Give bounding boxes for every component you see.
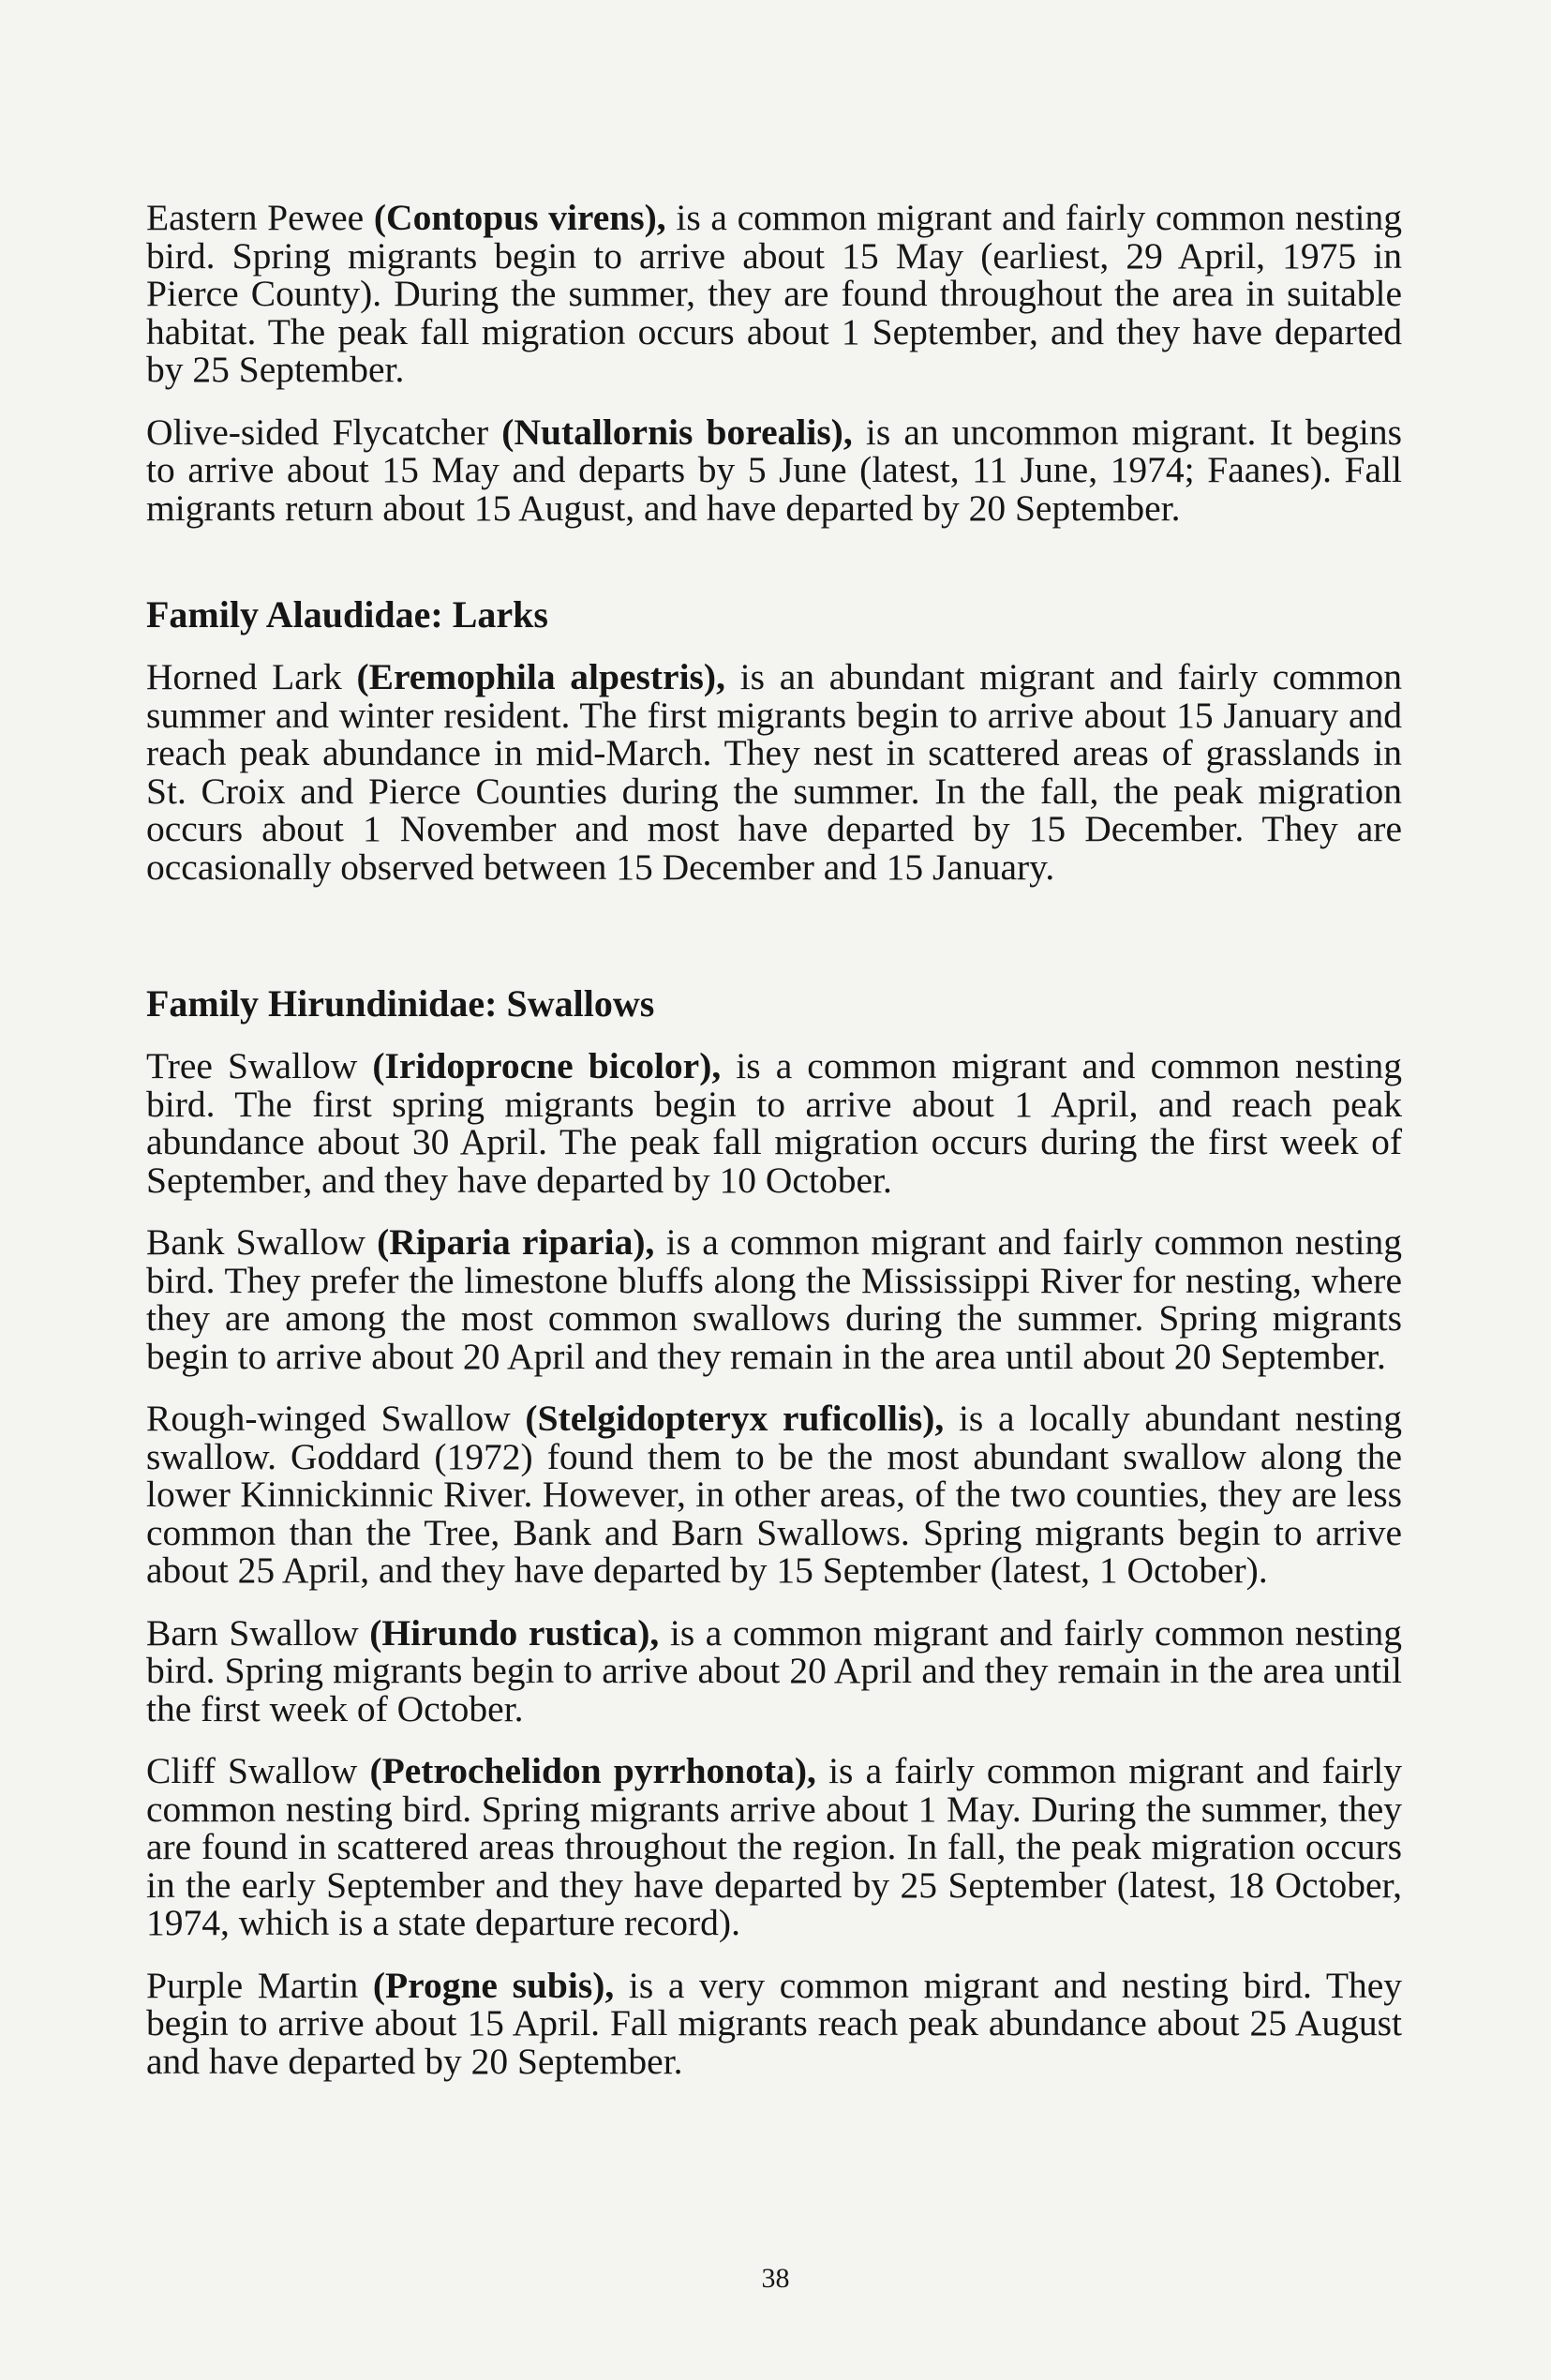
- species-description: is a locally abundant nesting swallow. Goddard (1972) found them to be the most abundant swallow along the lower Kinnickinnic River. However, in other areas, of the two counties, they are less common than the Tree, Bank and Barn Swallows. Spring migrants begin to arrive about 25 April, and they have departed by 15 September (latest, 1 October).: [146, 1398, 1402, 1591]
- species-entry-eastern-pewee: [146, 199, 1402, 389]
- species-scientific-name: (Progne subis),: [372, 1964, 615, 2006]
- page-content: [146, 199, 1402, 2080]
- species-entry-olive-sided-flycatcher: [146, 413, 1402, 528]
- species-description: is a common migrant and fairly common nesting bird. They prefer the limestone bluffs along the Mississippi River for nesting, where they are among the most common swallows during the summer. Spring migrants begin to arrive about 20 April and they remain in the area until about 20 September.: [146, 1221, 1402, 1377]
- species-description: is an uncommon migrant. It begins to arrive about 15 May and departs by 5 June (latest, 11 June, 1974; Faanes). Fall migrants return about 15 August, and have departed by 20 September.: [146, 411, 1402, 529]
- family-section-hirundinidae: [146, 983, 1402, 2080]
- species-common-name: Cliff Swallow: [146, 1750, 370, 1791]
- species-common-name: Barn Swallow: [146, 1611, 370, 1654]
- species-common-name: Horned Lark: [146, 656, 357, 697]
- species-description: is a common migrant and fairly common nesting bird. Spring migrants begin to arrive about 20 April and they remain in the area until the first week of October.: [146, 1611, 1402, 1729]
- species-entry-horned-lark: [146, 658, 1402, 886]
- species-scientific-name: (Hirundo rustica),: [369, 1611, 660, 1654]
- species-common-name: Rough-winged Swallow: [146, 1398, 526, 1439]
- species-entry-purple-martin: [146, 1964, 1402, 2082]
- species-common-name: Bank Swallow: [146, 1221, 378, 1263]
- intro-entries: [146, 199, 1402, 527]
- species-description: is a fairly common migrant and fairly common nesting bird. Spring migrants arrive about 1 May. During the summer, they are found in scattered areas throughout the region. In fall, the peak migration occurs in the early September and they have departed by 25 September (latest, 18 October, 1974, which is a state departure record).: [146, 1750, 1403, 1943]
- family-section-alaudidae: [146, 594, 1402, 886]
- species-common-name: Purple Martin: [146, 1964, 373, 2006]
- species-scientific-name: (Iridoprocne bicolor),: [372, 1045, 722, 1086]
- species-description: is a common migrant and common nesting bird. The first spring migrants begin to arrive about 1 April, and reach peak abundance about 30 April. The peak fall migration occurs during the first week of September, and they have departed by 10 October.: [146, 1045, 1402, 1201]
- species-scientific-name: (Stelgidopteryx ruficollis),: [525, 1398, 945, 1439]
- species-entry-bank-swallow: [146, 1223, 1402, 1375]
- species-scientific-name: (Contopus virens),: [373, 197, 666, 238]
- species-description: is a very common migrant and nesting bird. They begin to arrive about 15 April. Fall migrants reach peak abundance about 25 August and have departed by 20 September.: [146, 1964, 1402, 2082]
- species-scientific-name: (Nutallornis borealis),: [501, 411, 853, 453]
- page-number: 38: [761, 2263, 790, 2294]
- species-entry-tree-swallow: [146, 1047, 1402, 1199]
- species-common-name: Eastern Pewee: [146, 197, 374, 238]
- species-description: is an abundant migrant and fairly common summer and winter resident. The first migrants begin to arrive about 15 January and reach peak abundance in mid-March. They nest in scattered areas of grasslands in St. Croix and Pierce Counties during the summer. In the fall, the peak migration occurs about 1 November and most have departed by 15 December. They are occasionally observed between 15 December and 15 January.: [146, 656, 1403, 888]
- species-common-name: Tree Swallow: [146, 1045, 373, 1086]
- family-heading-alaudidae: Family Alaudidae: Larks: [146, 593, 548, 636]
- species-scientific-name: (Riparia riparia),: [377, 1221, 655, 1263]
- species-entry-rough-winged-swallow: [146, 1400, 1402, 1590]
- species-scientific-name: (Petrochelidon pyrrhonota),: [369, 1750, 816, 1791]
- species-entry-cliff-swallow: [146, 1752, 1402, 1942]
- species-common-name: Olive-sided Flycatcher: [146, 411, 502, 453]
- species-entry-barn-swallow: [146, 1611, 1402, 1729]
- species-scientific-name: (Eremophila alpestris),: [356, 656, 725, 697]
- family-heading-hirundinidae: Family Hirundinidae: Swallows: [146, 982, 655, 1025]
- species-description: is a common migrant and fairly common nesting bird. Spring migrants begin to arrive about 15 May (earliest, 29 April, 1975 in Pierce County). During the summer, they are found throughout the area in suitable habitat. The peak fall migration occurs about 1 September, and they have departed by 25 September.: [146, 197, 1402, 390]
